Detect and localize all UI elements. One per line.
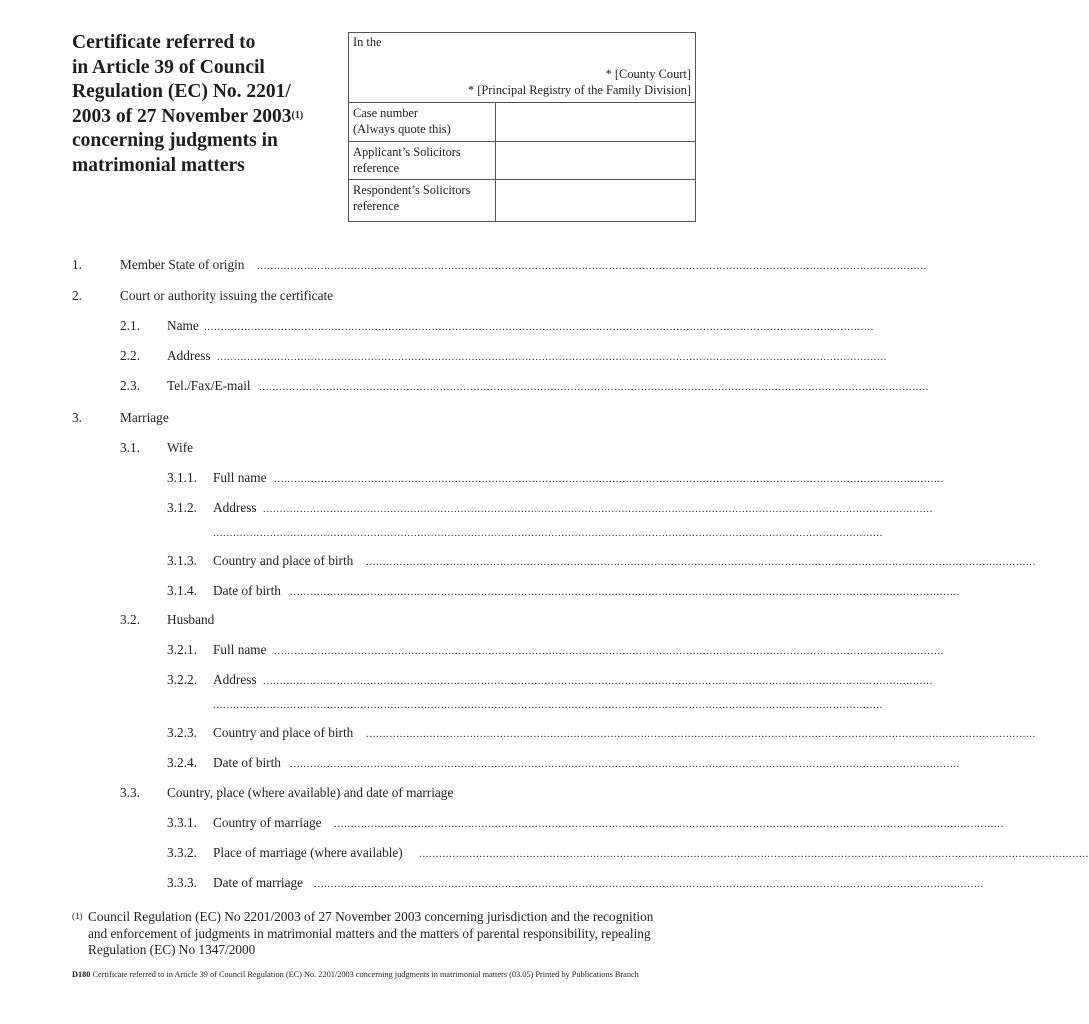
item-label: Court or authority issuing the certificate <box>120 288 334 303</box>
principal-registry-option[interactable]: * [Principal Registry of the Family Division] <box>467 83 691 97</box>
item-number: 3.2.1. <box>167 642 197 657</box>
item-number: 3.1.1. <box>167 470 197 485</box>
member-state-field[interactable]: ........................................................................................................................................................................................................ <box>257 260 927 272</box>
applicant-reference-label <box>353 145 493 176</box>
footer-text: Certificate referred to in Article 39 of Council Regulation (EC) No. 2201/2003 concerning judgments in matrimonial matters (03.05) Printed by Publications Branch <box>92 970 639 979</box>
county-court-option[interactable]: * [County Court] <box>605 67 691 81</box>
item-label: Date of birth <box>213 755 281 770</box>
item-label: Date of marriage <box>213 875 304 890</box>
footnote-text <box>88 909 700 959</box>
item-label: Country of marriage <box>213 815 322 830</box>
respondent-reference-field[interactable] <box>495 180 695 222</box>
item-label: Address <box>213 500 257 515</box>
item-label: Wife <box>167 440 194 455</box>
case-number-label-line: Case number <box>353 106 419 120</box>
case-number-label <box>353 106 493 137</box>
footnote-line: Regulation (EC) No 1347/2000 <box>88 942 256 957</box>
item-number: 3.1. <box>120 440 140 455</box>
in-the-label: In the <box>353 35 382 49</box>
wife-birthplace-field[interactable]: ........................................................................................................................................................................................................ <box>366 556 1036 568</box>
wife-address-field-line2[interactable]: ........................................................................................................................................................................................................ <box>213 527 883 539</box>
case-number-label-line: (Always quote this) <box>353 121 451 136</box>
item-number: 3. <box>72 410 82 425</box>
place-of-marriage-field[interactable]: ........................................................................................................................................................................................................ <box>419 848 1089 860</box>
item-number: 2.1. <box>120 318 140 333</box>
respondent-reference-row <box>349 180 695 222</box>
court-reference-box <box>348 32 696 222</box>
item-number: 1. <box>72 257 82 272</box>
respondent-label-line: reference <box>353 198 400 213</box>
item-label: Country and place of birth <box>213 725 354 740</box>
item-number: 3.2.4. <box>167 755 197 770</box>
item-number: 3.2.3. <box>167 725 197 740</box>
item-label: Husband <box>167 612 215 627</box>
item-number: 3.1.2. <box>167 500 197 515</box>
applicant-reference-field[interactable] <box>495 142 695 179</box>
applicant-label-line: Applicant’s Solicitors <box>353 145 461 159</box>
applicant-label-line: reference <box>353 160 400 175</box>
item-number: 2.2. <box>120 348 140 363</box>
court-name-field[interactable]: ........................................................................................................................................................................................................ <box>204 321 874 333</box>
item-label: Name <box>167 318 199 333</box>
form-code: D180 <box>72 970 91 979</box>
title-line: in Article 39 of Council <box>72 56 265 78</box>
country-of-marriage-field[interactable]: ........................................................................................................................................................................................................ <box>334 818 1004 830</box>
title-line: Regulation (EC) No. 2201/ <box>72 81 291 103</box>
husband-address-field-line2[interactable]: ........................................................................................................................................................................................................ <box>213 699 883 711</box>
wife-date-of-birth-field[interactable]: ........................................................................................................................................................................................................ <box>290 586 960 598</box>
respondent-label-line: Respondent’s Solicitors <box>353 183 471 197</box>
case-number-field[interactable] <box>495 103 695 141</box>
item-label: Date of birth <box>213 583 281 598</box>
title-line: matrimonial matters <box>72 154 245 176</box>
item-label: Full name <box>213 470 267 485</box>
item-label: Address <box>167 348 211 363</box>
wife-address-field[interactable]: ........................................................................................................................................................................................................ <box>263 503 933 515</box>
title-line: Certificate referred to <box>72 32 256 53</box>
item-number: 3.3.3. <box>167 875 197 890</box>
item-label: Full name <box>213 642 267 657</box>
case-number-row <box>349 103 695 142</box>
wife-full-name-field[interactable]: ........................................................................................................................................................................................................ <box>274 473 944 485</box>
item-label: Country and place of birth <box>213 553 354 568</box>
item-number: 3.2.2. <box>167 672 197 687</box>
title-line-text: 2003 of 27 November 2003 <box>72 105 292 127</box>
item-number: 3.1.3. <box>167 553 197 568</box>
item-label: Country, place (where available) and date of marriage <box>167 785 454 800</box>
respondent-reference-label <box>353 183 493 214</box>
item-label: Marriage <box>120 410 169 425</box>
certificate-title <box>72 31 342 179</box>
item-label: Tel./Fax/E-mail <box>167 378 251 393</box>
item-number: 3.3. <box>120 785 140 800</box>
item-number: 3.1.4. <box>167 583 197 598</box>
footnote-reference: (1) <box>291 109 304 121</box>
item-number: 2. <box>72 288 82 303</box>
court-contact-field[interactable]: ........................................................................................................................................................................................................ <box>259 381 929 393</box>
item-number: 3.3.2. <box>167 845 197 860</box>
court-address-field[interactable]: ........................................................................................................................................................................................................ <box>217 351 887 363</box>
husband-date-of-birth-field[interactable]: ........................................................................................................................................................................................................ <box>290 758 960 770</box>
footnote-line: and enforcement of judgments in matrimonial matters and the matters of parental responsibility, repealing <box>88 925 651 941</box>
item-number: 3.3.1. <box>167 815 197 830</box>
court-selection <box>349 33 695 103</box>
item-label: Member State of origin <box>120 257 245 272</box>
footnote-line: Council Regulation (EC) No 2201/2003 of 27 November 2003 concerning jurisdiction and the recognition <box>88 909 654 924</box>
item-label: Address <box>213 672 257 687</box>
applicant-reference-row <box>349 142 695 180</box>
date-of-marriage-field[interactable]: ........................................................................................................................................................................................................ <box>314 878 984 890</box>
item-number: 2.3. <box>120 378 140 393</box>
item-number: 3.2. <box>120 612 140 627</box>
item-label: Place of marriage (where available) <box>213 845 403 860</box>
husband-full-name-field[interactable]: ........................................................................................................................................................................................................ <box>274 645 944 657</box>
title-line <box>72 105 342 130</box>
footnote-marker: (1) <box>72 911 83 921</box>
title-line: concerning judgments in <box>72 130 278 152</box>
husband-address-field[interactable]: ........................................................................................................................................................................................................ <box>263 675 933 687</box>
husband-birthplace-field[interactable]: ........................................................................................................................................................................................................ <box>366 728 1036 740</box>
page-footer <box>72 969 702 980</box>
